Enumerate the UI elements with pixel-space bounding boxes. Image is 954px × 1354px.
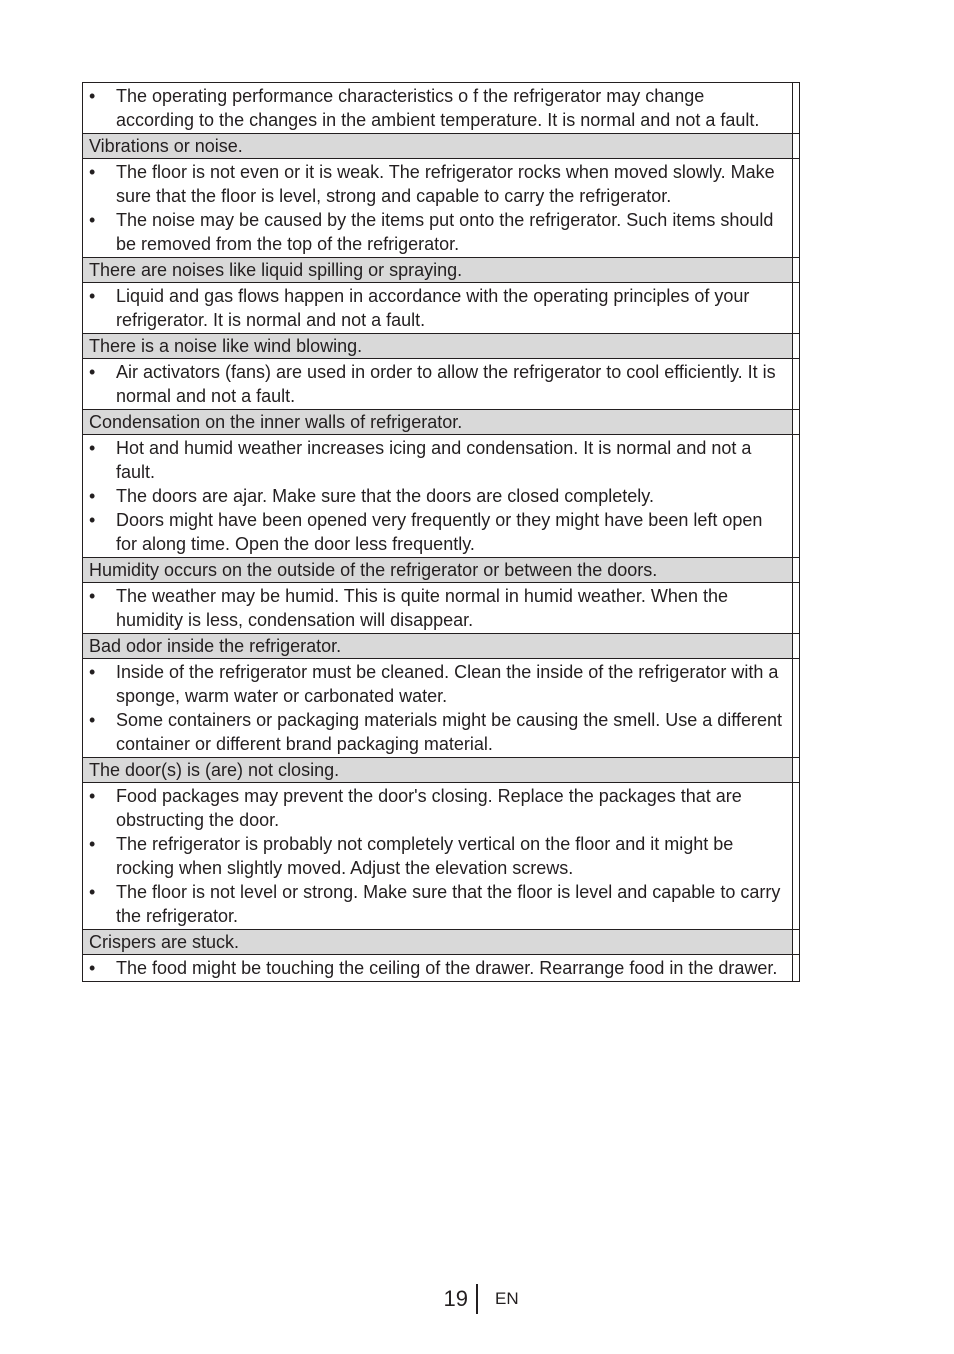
solution-cell — [83, 283, 793, 334]
solution-text: Doors might have been opened very frequently or they might have been left open for along time. Open the door less frequently. — [116, 510, 763, 554]
symptom-row — [83, 558, 800, 583]
side-cell — [793, 83, 800, 134]
solution-item — [83, 208, 786, 256]
solution-row — [83, 659, 800, 758]
page-footer — [0, 1284, 954, 1316]
solution-cell — [83, 583, 793, 634]
bullet-marker: • — [89, 286, 96, 306]
solution-text: The weather may be humid. This is quite normal in humid weather. When the humidity is less, condensation will disappear. — [116, 586, 728, 630]
solution-text: The doors are ajar. Make sure that the doors are closed completely. — [116, 486, 654, 506]
solution-list — [83, 283, 792, 333]
bullet-marker: • — [89, 162, 96, 182]
solution-text: The floor is not even or it is weak. The refrigerator rocks when moved slowly. Make sure that the floor is level, strong and capable to carry the refrigerator. — [116, 162, 775, 206]
bullet-marker: • — [89, 486, 96, 506]
bullet-marker: • — [89, 362, 96, 382]
solution-item — [83, 160, 786, 208]
solution-item — [83, 360, 786, 408]
troubleshooting-table — [82, 82, 800, 982]
bullet-marker: • — [89, 882, 96, 902]
solution-text: The floor is not level or strong. Make sure that the floor is level and capable to carry the refrigerator. — [116, 882, 781, 926]
solution-row — [83, 83, 800, 134]
symptom-text: Vibrations or noise. — [89, 136, 243, 156]
bullet-marker: • — [89, 710, 96, 730]
solution-text: Air activators (fans) are used in order to allow the refrigerator to cool efficiently. It is normal and not a fault. — [116, 362, 776, 406]
solution-row — [83, 283, 800, 334]
bullet-marker: • — [89, 834, 96, 854]
solution-list — [83, 583, 792, 633]
solution-text: The refrigerator is probably not completely vertical on the floor and it might be rocking when slightly moved. Adjust the elevation screws. — [116, 834, 734, 878]
symptom-row — [83, 930, 800, 955]
side-cell — [793, 334, 800, 359]
symptom-text: Bad odor inside the refrigerator. — [89, 636, 342, 656]
solution-item — [83, 832, 786, 880]
solution-text: Some containers or packaging materials might be causing the smell. Use a different container or different brand packaging material. — [116, 710, 783, 754]
symptom-row — [83, 634, 800, 659]
solution-text: The noise may be caused by the items put onto the refrigerator. Such items should be removed from the top of the refrigerator. — [116, 210, 774, 254]
symptom-row — [83, 134, 800, 159]
side-cell — [793, 634, 800, 659]
solution-cell — [83, 955, 793, 982]
symptom-text: Condensation on the inner walls of refrigerator. — [89, 412, 463, 432]
solution-item — [83, 880, 786, 928]
side-cell — [793, 359, 800, 410]
solution-list — [83, 783, 792, 929]
bullet-marker: • — [89, 662, 96, 682]
solution-text: Inside of the refrigerator must be cleaned. Clean the inside of the refrigerator with a sponge, warm water or carbonated water. — [116, 662, 779, 706]
bullet-marker: • — [89, 210, 96, 230]
symptom-cell — [83, 930, 793, 955]
side-cell — [793, 659, 800, 758]
solution-item — [83, 436, 786, 484]
solution-cell — [83, 359, 793, 410]
solution-row — [83, 783, 800, 930]
solution-cell — [83, 159, 793, 258]
symptom-row — [83, 334, 800, 359]
symptom-cell — [83, 634, 793, 659]
solution-item — [83, 956, 786, 980]
solution-row — [83, 955, 800, 982]
side-cell — [793, 758, 800, 783]
solution-list — [83, 955, 792, 981]
side-cell — [793, 558, 800, 583]
symptom-row — [83, 258, 800, 283]
bullet-marker: • — [89, 786, 96, 806]
bullet-marker: • — [89, 510, 96, 530]
solution-text: Hot and humid weather increases icing and condensation. It is normal and not a fault. — [116, 438, 752, 482]
symptom-cell — [83, 758, 793, 783]
bullet-marker: • — [89, 586, 96, 606]
symptom-text: There are noises like liquid spilling or spraying. — [89, 260, 463, 280]
solution-list — [83, 659, 792, 757]
solution-list — [83, 359, 792, 409]
side-cell — [793, 410, 800, 435]
side-cell — [793, 435, 800, 558]
solution-item — [83, 484, 786, 508]
solution-text: The food might be touching the ceiling of the drawer. Rearrange food in the drawer. — [116, 958, 778, 978]
solution-list — [83, 435, 792, 557]
side-cell — [793, 930, 800, 955]
solution-text: The operating performance characteristics o f the refrigerator may change according to the changes in the ambient temperature. It is normal and not a fault. — [116, 86, 760, 130]
symptom-cell — [83, 334, 793, 359]
solution-cell — [83, 435, 793, 558]
solution-row — [83, 359, 800, 410]
solution-item — [83, 284, 786, 332]
solution-row — [83, 435, 800, 558]
troubleshooting-table-body — [83, 83, 800, 982]
solution-item — [83, 784, 786, 832]
side-cell — [793, 134, 800, 159]
bullet-marker: • — [89, 86, 96, 106]
solution-item — [83, 660, 786, 708]
symptom-text: The door(s) is (are) not closing. — [89, 760, 340, 780]
solution-row — [83, 159, 800, 258]
side-cell — [793, 955, 800, 982]
solution-item — [83, 508, 786, 556]
symptom-cell — [83, 134, 793, 159]
solution-list — [83, 159, 792, 257]
solution-text: Food packages may prevent the door's closing. Replace the packages that are obstructing the door. — [116, 786, 742, 830]
solution-item — [83, 84, 786, 132]
bullet-marker: • — [89, 438, 96, 458]
symptom-cell — [83, 258, 793, 283]
side-cell — [793, 283, 800, 334]
side-cell — [793, 159, 800, 258]
symptom-text: There is a noise like wind blowing. — [89, 336, 363, 356]
solution-cell — [83, 83, 793, 134]
solution-item — [83, 584, 786, 632]
side-cell — [793, 583, 800, 634]
solution-item — [83, 708, 786, 756]
solution-list — [83, 83, 792, 133]
side-cell — [793, 258, 800, 283]
footer-divider — [476, 1284, 478, 1314]
solution-row — [83, 583, 800, 634]
symptom-cell — [83, 558, 793, 583]
symptom-text: Humidity occurs on the outside of the refrigerator or between the doors. — [89, 560, 658, 580]
solution-text: Liquid and gas flows happen in accordance with the operating principles of your refrigerator. It is normal and not a fault. — [116, 286, 750, 330]
bullet-marker: • — [89, 958, 96, 978]
solution-cell — [83, 783, 793, 930]
side-cell — [793, 783, 800, 930]
symptom-text: Crispers are stuck. — [89, 932, 240, 952]
language-code: EN — [495, 1289, 519, 1308]
symptom-row — [83, 410, 800, 435]
symptom-row — [83, 758, 800, 783]
symptom-cell — [83, 410, 793, 435]
page-number: 19 — [443, 1286, 468, 1311]
solution-cell — [83, 659, 793, 758]
